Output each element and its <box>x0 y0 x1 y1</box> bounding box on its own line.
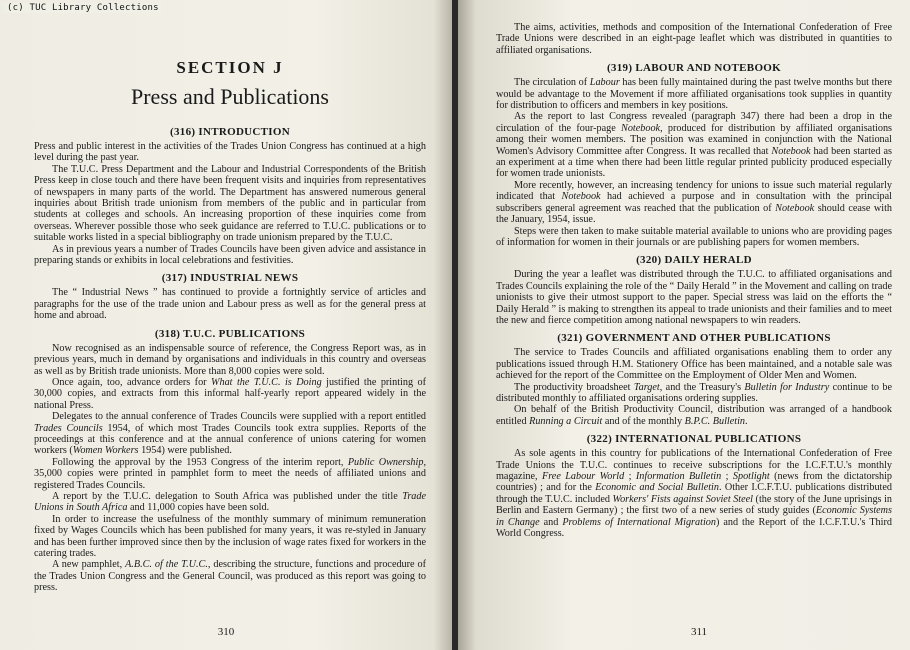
page-number: 310 <box>217 626 235 638</box>
heading-320: (320) DAILY HERALD <box>636 254 752 267</box>
text: . <box>745 415 748 427</box>
text: As sole agents in this country for publications of the International Confederation of Free Trade Unions the T.U.C. continues to receive subscriptions for the I.C.F.T.U.'s monthly magazine, <box>496 448 892 482</box>
heading-319: (319) LABOUR AND NOTEBOOK <box>606 62 782 75</box>
paragraph <box>496 77 892 111</box>
publication-title: Bulletin for Industry <box>744 381 830 393</box>
text: The productivity broadsheet <box>514 381 634 393</box>
text: ; <box>721 471 733 482</box>
text: , and the Treasury's <box>659 381 745 393</box>
text: ) and the Report of the I.C.F.T.U.'s Third World Congress. <box>496 516 892 540</box>
section-label: SECTION J <box>176 58 284 77</box>
text: Following the approval by the 1953 Congress of the interim report, <box>52 456 348 468</box>
text: and of the monthly <box>602 415 685 427</box>
publication-title: What the T.U.C. is Doing <box>211 376 322 388</box>
paragraph: The “ Industrial News ” has continued to provide a fortnightly service of articles and paragraphs for the use of the trade union and Labour press as well as for the general press at home and abroad. <box>34 287 426 322</box>
section-title: Press and Publications <box>131 84 329 109</box>
text: Delegates to the annual conference of Trades Councils were supplied with a report entitled <box>52 411 426 423</box>
text: A report by the T.U.C. delegation to South Africa was published under the title <box>52 490 403 502</box>
text: ; <box>624 471 636 482</box>
paragraph: During the year a leaflet was distributed through the T.U.C. to affiliated organisations and Trades Councils explaining the role of the “ Daily Herald ” in the Movement and calling on trade unionists to give their utmost support to the paper. Special stress was laid on the efforts the “ Daily Herald ” is making to strengthen its appeal to trade unionists and their families and to meet the new and fierce competition among national newspapers to win readers. <box>496 269 892 326</box>
text: has been fully maintained during the past twelve months but there would be advantage to the Movement if more affiliated organisations took supplies in quantity for distribution to officers and members in key positions. <box>496 77 892 112</box>
text: On behalf of the British Productivity Council, distribution was arranged of a handbook entitled <box>496 404 892 427</box>
publication-title: Labour <box>589 77 620 89</box>
text: A new pamphlet, <box>52 559 126 571</box>
text: (news from the dictatorship countries) ; and for the <box>496 471 892 494</box>
paragraph <box>34 559 426 593</box>
right-page <box>458 0 910 650</box>
text: , describing the structure, functions and procedure of the Trades Union Congress and the General Council, was produced as this report was going to press. <box>34 559 426 594</box>
publication-title: Public Ownership <box>347 456 424 468</box>
paragraph <box>34 411 426 457</box>
text: and 11,000 copies have been sold. <box>127 502 270 514</box>
text: Once again, too, advance orders for <box>52 376 211 388</box>
publication-title: Economic and Social Bulletin <box>595 482 719 494</box>
text: continue to be distributed monthly to affiliated organisations ordering supplies. <box>496 381 892 404</box>
text: (the story of the June uprisings in Berlin and Eastern Germany) ; the first two of a new series of study guides ( <box>496 493 892 517</box>
paragraph <box>34 491 426 514</box>
left-page <box>0 0 452 650</box>
paragraph <box>496 382 892 405</box>
publication-title: Workers' Fists against Soviet Steel <box>612 493 753 505</box>
text: , 35,000 copies were printed in pamphlet form to meet the needs of affiliated unions and registered Trades Councils. <box>34 456 427 491</box>
text: justified the printing of 30,000 copies, and extracts from this informal half-yearly report appeared widely in the national Press. <box>34 376 426 411</box>
heading-321: (321) GOVERNMENT AND OTHER PUBLICATIONS <box>557 332 831 345</box>
paragraph <box>496 180 892 226</box>
publication-title: Spotlight <box>732 471 770 482</box>
publication-title: Notebook <box>561 191 601 203</box>
text: 1954, of which most Trades Councils took extra supplies. Reports of the proceedings at this conference and at the annual conference of unions catering for women workers ( <box>34 422 426 457</box>
publication-title: Running a Circuit <box>529 415 603 427</box>
publication-title: Trades Councils <box>34 422 103 434</box>
publication-title: Target <box>633 381 660 393</box>
paragraph <box>34 377 426 411</box>
publication-title: A.B.C. of the T.U.C. <box>125 559 208 571</box>
paragraph: The service to Trades Councils and affiliated organisations enabling them to order any publications issued through H.M. Stationery Office has been maintained, and a notable sale was achieved for the report of the Committee on the Employment of Older Men and Women. <box>496 347 892 382</box>
publication-title: Trade Unions in South Africa <box>34 490 426 514</box>
text: . Other I.C.F.T.U. publications distributed through the T.U.C. included <box>496 482 892 505</box>
paragraph <box>496 111 892 179</box>
page-number: 311 <box>690 626 708 638</box>
heading-317: (317) INDUSTRIAL NEWS <box>161 272 299 285</box>
text: should cease with the January, 1954, issue. <box>496 202 892 226</box>
publication-title: Economic Systems in Change <box>496 505 892 528</box>
publication-title: B.P.C. Bulletin <box>684 415 746 427</box>
text: , produced for distribution by affiliated organisations among their women members. The position was examined in conjunction with the National Women's Advisory Committee after Congress. It was recalled that <box>496 122 893 157</box>
text: The circulation of <box>514 77 590 89</box>
text: and <box>539 516 563 528</box>
publication-title: Free Labour World <box>542 471 625 482</box>
publication-title: Information Bulletin <box>635 471 722 482</box>
paragraph: Press and public interest in the activities of the Trades Union Congress has continued at a high level during the past year. <box>34 141 426 164</box>
publication-title: Notebook <box>771 145 811 157</box>
publication-title: Notebook <box>775 202 815 214</box>
paragraph: As in previous years a number of Trades Councils have been given advice and assistance in preparing stands or exhibits in local celebrations and festivities. <box>34 243 426 267</box>
publication-title: Notebook <box>621 122 661 134</box>
heading-318: (318) T.U.C. PUBLICATIONS <box>154 327 306 340</box>
paragraph <box>34 457 426 491</box>
heading-322: (322) INTERNATIONAL PUBLICATIONS <box>586 433 802 446</box>
text: More recently, however, an increasing tendency for unions to issue such material regularly indicated that <box>496 179 892 203</box>
text: 1954) were published. <box>138 445 232 457</box>
text: had been started as an experiment at a time when there had been little regular printed publicity produced especially for women trade unionists. <box>496 145 892 180</box>
heading-316: (316) INTRODUCTION <box>170 126 290 138</box>
paragraph: Now recognised as an indispensable source of reference, the Congress Report was, as in previous years, much in demand by organisations and individuals in this country and overseas as well as by British trade unionists. More than 8,000 copies were sold. <box>34 342 426 377</box>
copyright-caption: (c) TUC Library Collections <box>4 3 162 13</box>
text: As the report to last Congress revealed (paragraph 347) there had been a drop in the circulation of the four-page <box>496 111 892 134</box>
paragraph: Steps were then taken to make suitable material available to unions who are providing pages of information for women in their journals or are publishing papers for women members. <box>496 225 892 248</box>
publication-title: Problems of International Migration <box>562 516 716 528</box>
paragraph <box>496 448 892 539</box>
publication-title: Women Workers <box>72 445 139 457</box>
paragraph: The T.U.C. Press Department and the Labour and Industrial Correspondents of the British Press keep in close touch and there have been frequent visits and inquiries from representatives of newspapers in many parts of the world. The Department has answered numerous general inquiries about British trade unionism from members of the public and in particular from students at colleges and schools. An increasing proportion of these inquiries come from overseas. Wherever possible those who seek guidance are referred to T.U.C. publications or to suitable works listed in a special bibliography on trade unionism prepared by the T.U.C. <box>34 163 426 244</box>
paragraph: In order to increase the usefulness of the monthly summary of minimum remuneration fixed by Wages Councils which has been published for many years, it was re-styled in January and has been further improved since then by the inclusion of wage rates fixed for workers in the catering trades. <box>34 513 426 559</box>
text: had achieved a purpose and in consultation with the principal subscribers general agreement was reached that the publication of <box>496 191 892 214</box>
paragraph: The aims, activities, methods and composition of the International Confederation of Free Trade Unions were described in an eight-page leaflet which was distributed in quantities to affiliated organisations. <box>496 22 892 56</box>
paragraph <box>496 404 892 427</box>
